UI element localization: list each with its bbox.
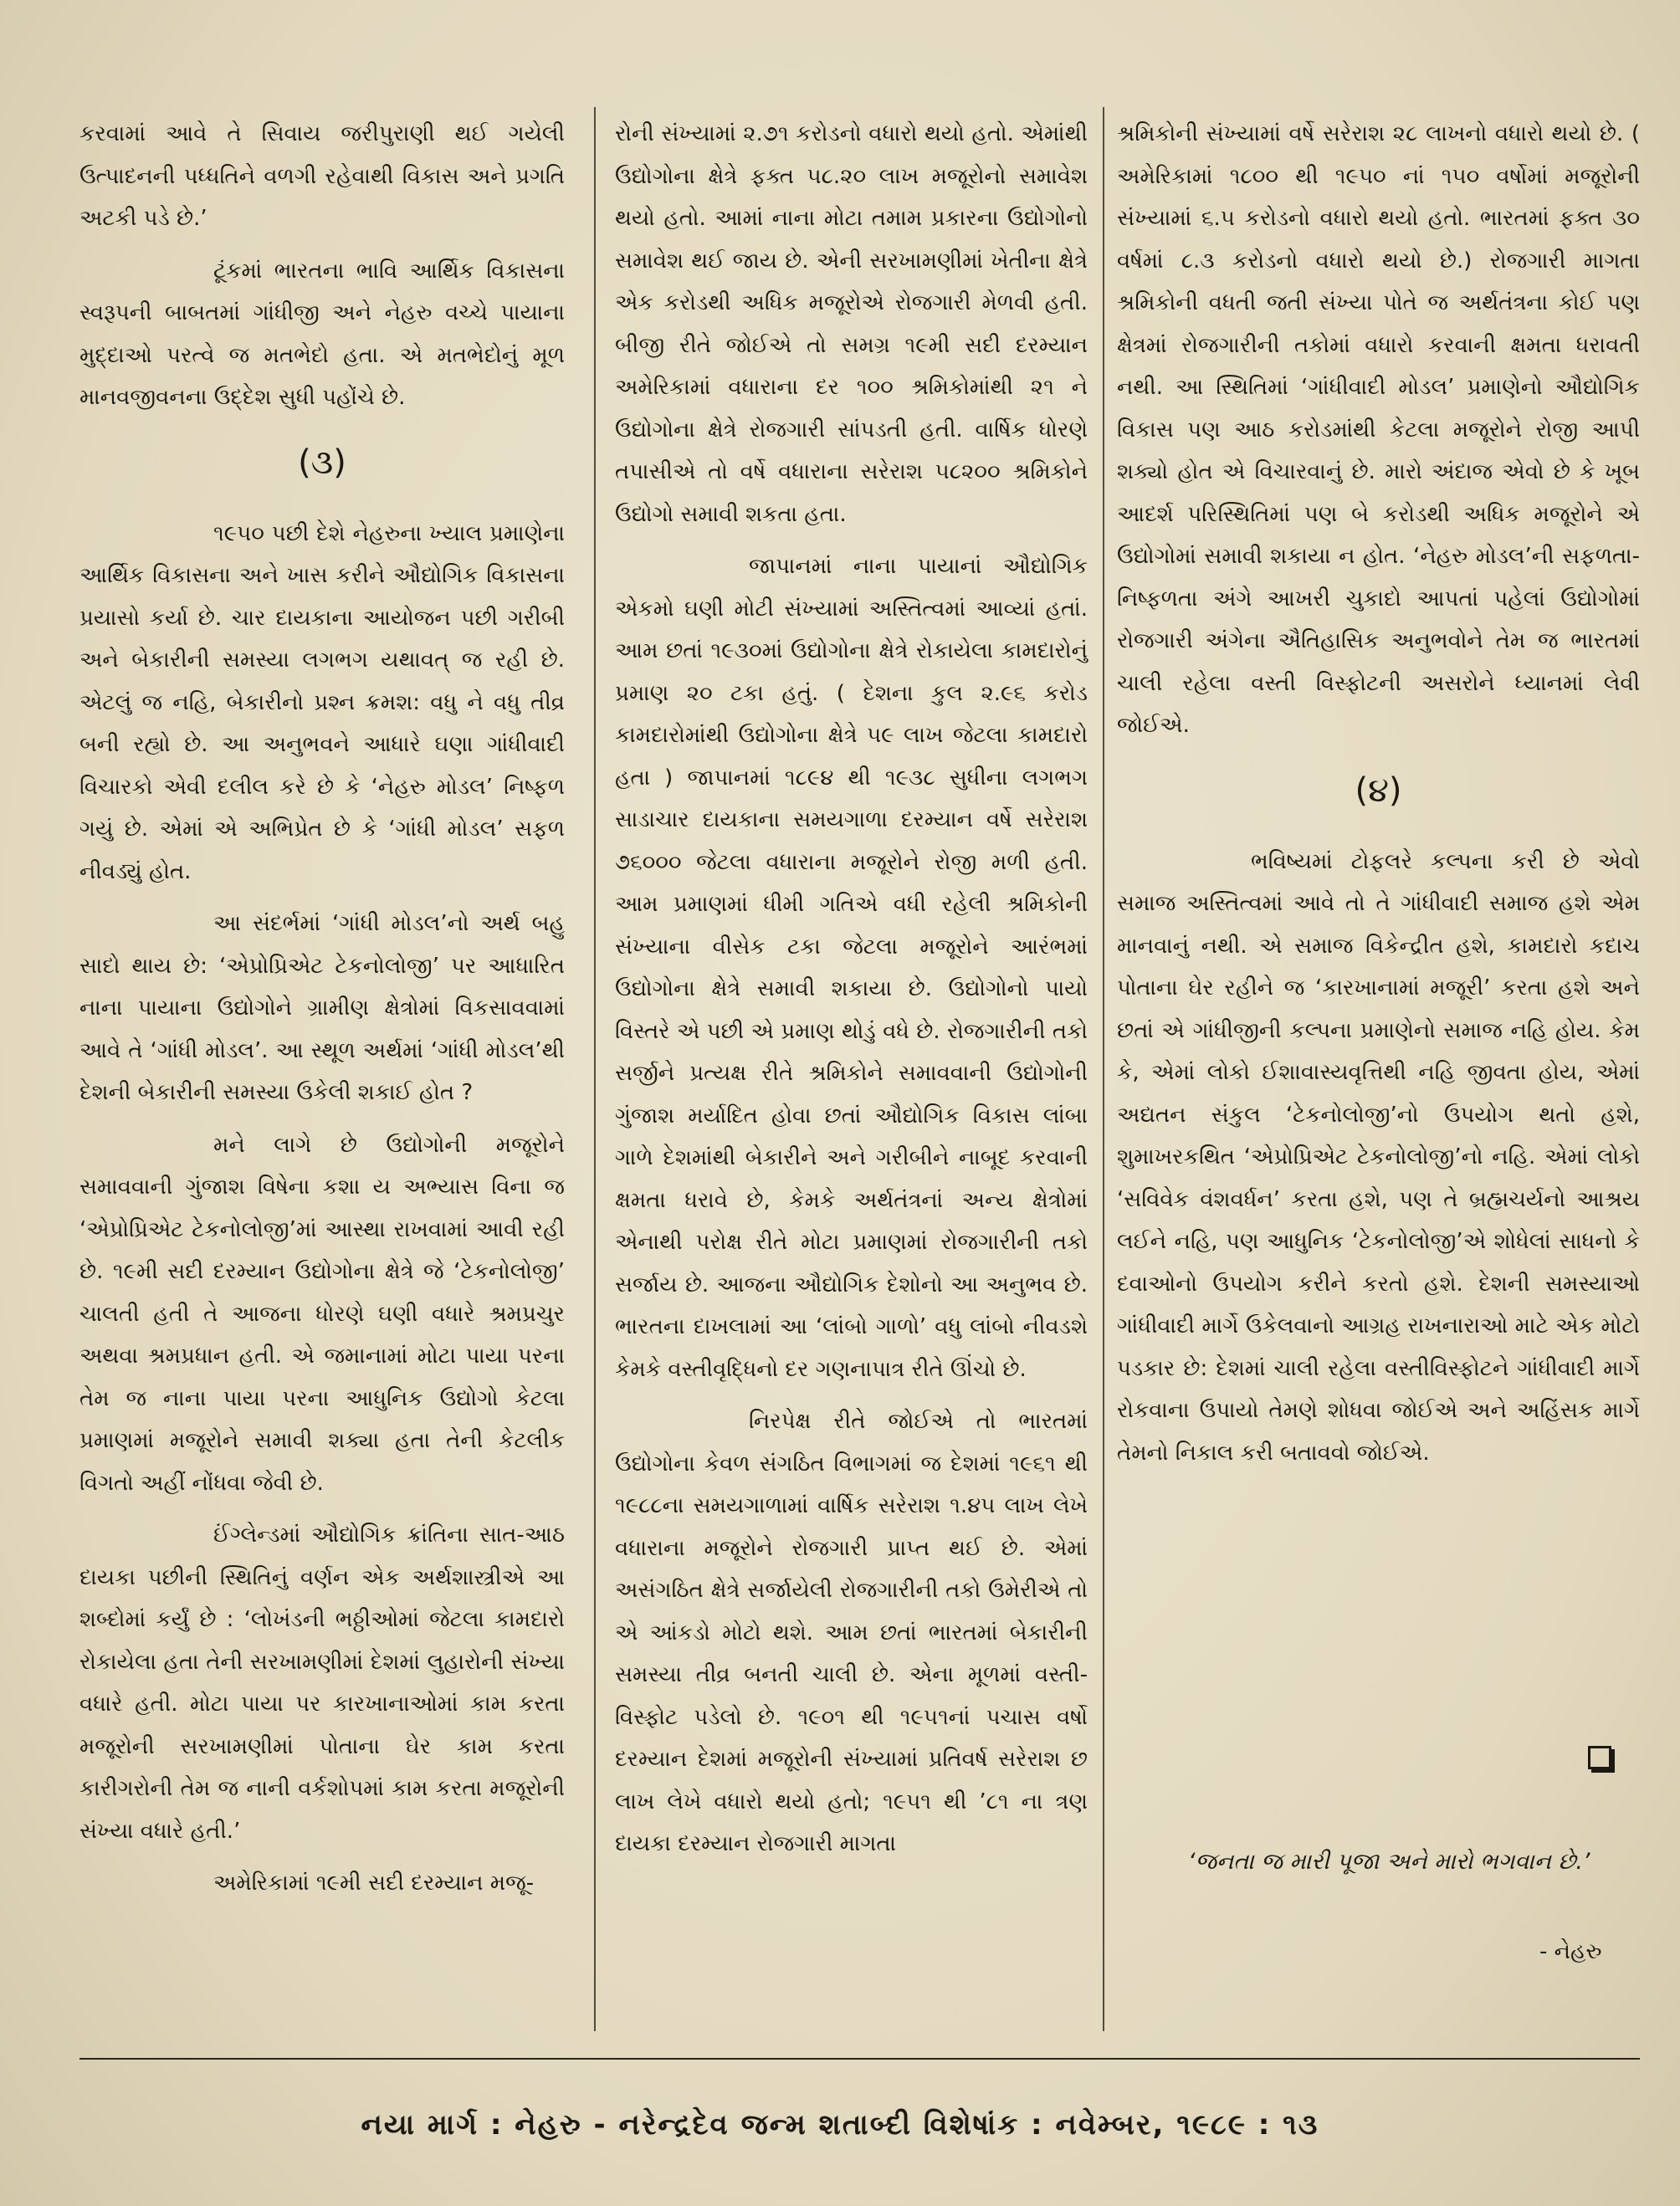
- nehru-quote: ‘જનતા જ મારી પૂજા અને મારો ભગવાન છે.’: [1188, 1849, 1590, 1875]
- paragraph: કરવામાં આવે તે સિવાય જરીપુરાણી થઈ ગયેલી ઉત્પાદનની પધ્ધતિને વળગી રહેવાથી વિકાસ અને પ્રગતિ અટકી પડે છે.’: [79, 121, 565, 231]
- footer-rule: [79, 2058, 1640, 2060]
- column-divider: [594, 107, 596, 2031]
- section-heading: (૩): [298, 443, 346, 482]
- paragraph: અમેરિકામાં ૧૯મી સદી દરમ્યાન મજૂ-: [213, 1871, 535, 1896]
- page-footer: નયા માર્ગ : નેહરુ - નરેન્દ્રદેવ જન્મ શતાબ્દી વિશેષાંક : નવેમ્બર, ૧૯૮૯ : ૧૩: [361, 2108, 1319, 2142]
- paragraph: ૧૯૫૦ પછી દેશે નેહરુના ખ્યાલ પ્રમાણેના આર્થિક વિકાસના અને ખાસ કરીને ઔદ્યોગિક વિકાસના પ્રયાસો કર્યા છે. ચાર દાયકાના આયોજન પછી ગરીબી અને બેકારીની સમસ્યા લગભગ યથાવત્ જ રહી છે. એટલું જ નહિ, બેકારીનો પ્રશ્ન ક્રમશ: વધુ ને વધુ તીવ્ર બની રહ્યો છે. આ અનુભવને આધારે ઘણા ગાંધીવાદી વિચારકો એવી દલીલ કરે છે કે ‘નેહરુ મોડલ’ નિષ્ફળ ગયું છે. એમાં એ અભિપ્રેત છે કે ‘ગાંધી મોડલ’ સફળ નીવડ્યું હોત.: [79, 520, 565, 884]
- paragraph: આ સંદર્ભમાં ‘ગાંધી મોડલ’નો અર્થ બહુ સાદો થાય છે: ‘એપ્રોપ્રિએટ ટેકનોલોજી’ પર આધારિત નાના પાયાના ઉદ્યોગોને ગ્રામીણ ક્ષેત્રોમાં વિકસાવવામાં આવે તે ‘ગાંધી મોડલ’. આ સ્થૂળ અર્થમાં ‘ગાંધી મોડલ’થી દેશની બેકારીની સમસ્યા ઉકેલી શકાઈ હોત ?: [79, 911, 565, 1105]
- end-of-article-mark: [1588, 1746, 1611, 1769]
- quote-attribution: - નેહરુ: [1539, 1939, 1602, 1964]
- paragraph: જાપાનમાં નાના પાયાનાં ઔદ્યોગિક એકમો ઘણી મોટી સંખ્યામાં અસ્તિત્વમાં આવ્યાં હતાં. આમ છતાં ૧૯૩૦માં ઉદ્યોગોના ક્ષેત્રે રોકાયેલા કામદારોનું પ્રમાણ ૨૦ ટકા હતું. ( દેશના કુલ ૨.૯૬ કરોડ કામદારોમાંથી ઉદ્યોગોના ક્ષેત્રે ૫૯ લાખ જેટલા કામદારો હતા ) જાપાનમાં ૧૮૯૪ થી ૧૯૩૮ સુધીના લગભગ સાડાચાર દાયકાના સમયગાળા દરમ્યાન વર્ષે સરેરાશ ૭૬૦૦૦ જેટલા વધારાના મજૂરોને રોજી મળી હતી. આમ પ્રમાણમાં ધીમી ગતિએ વધી રહેલી શ્રમિકોની સંખ્યાના વીસેક ટકા જેટલા મજૂરોને આરંભમાં ઉદ્યોગોના ક્ષેત્રે સમાવી શકાયા છે. ઉદ્યોગોનો પાયો વિસ્તરે એ પછી એ પ્રમાણ થોડું વધે છે. રોજગારીની તકો સર્જીને પ્રત્યક્ષ રીતે શ્રમિકોને સમાવવાની ઉદ્યોગોની ગુંજાશ મર્યાદિત હોવા છતાં ઔદ્યોગિક વિકાસ લાંબા ગાળે દેશમાંથી બેકારીને અને ગરીબીને નાબૂદ કરવાની ક્ષમતા ધરાવે છે, કેમકે અર્થતંત્રનાં અન્ય ક્ષેત્રોમાં એનાથી પરોક્ષ રીતે મોટા પ્રમાણમાં રોજગારીની તકો સર્જાય છે. આજના ઔદ્યોગિક દેશોનો આ અનુભવ છે. ભારતના દાખલામાં આ ‘લાંબો ગાળો’ વધુ લાંબો નીવડશે કેમકે વસ્તીવૃદ્ધિનો દર ગણનાપાત્ર રીતે ઊંચો છે.: [615, 554, 1088, 1382]
- paragraph: નિરપેક્ષ રીતે જોઈએ તો ભારતમાં ઉદ્યોગોના કેવળ સંગઠિત વિભાગમાં જ દેશમાં ૧૯૬૧ થી ૧૯૮૮ના સમયગાળામાં વાર્ષિક સરેરાશ ૧.૪૫ લાખ લેખે વધારાના મજૂરોને રોજગારી પ્રાપ્ત થઈ છે. એમાં અસંગઠિત ક્ષેત્રે સર્જાયેલી રોજગારીની તકો ઉમેરીએ તો એ આંકડો મોટો થશે. આમ છતાં ભારતમાં બેકારીની સમસ્યા તીવ્ર બનતી ચાલી છે. એના મૂળમાં વસ્તી-વિસ્ફોટ પડેલો છે. ૧૯૦૧ થી ૧૯૫૧નાં પચાસ વર્ષો દરમ્યાન દેશમાં મજૂરોની સંખ્યામાં પ્રતિવર્ષ સરેરાશ છ લાખ લેખે વધારો થયો હતો; ૧૯૫૧ થી ’૮૧ ના ત્રણ દાયકા દરમ્યાન રોજગારી માગતા: [615, 1409, 1088, 1856]
- text-column-right: [1117, 113, 1640, 1484]
- paragraph: રોની સંખ્યામાં ૨.૭૧ કરોડનો વધારો થયો હતો. એમાંથી ઉદ્યોગોના ક્ષેત્રે ફક્ત ૫૮.૨૦ લાખ મજૂરોનો સમાવેશ થયો હતો. આમાં નાના મોટા તમામ પ્રકારના ઉદ્યોગોનો સમાવેશ થઈ જાય છે. એની સરખામણીમાં ખેતીના ક્ષેત્રે એક કરોડથી અધિક મજૂરોએ રોજગારી મેળવી હતી. બીજી રીતે જોઈએ તો સમગ્ર ૧૯મી સદી દરમ્યાન અમેરિકામાં વધારાના દર ૧૦૦ શ્રમિકોમાંથી ૨૧ ને ઉદ્યોગોના ક્ષેત્રે રોજગારી સાંપડતી હતી. વાર્ષિક ધોરણે તપાસીએ તો વર્ષે વધારાના સરેરાશ ૫૮૨૦૦ શ્રમિકોને ઉદ્યોગો સમાવી શકતા હતા.: [615, 121, 1088, 527]
- paragraph: મને લાગે છે ઉદ્યોગોની મજૂરોને સમાવવાની ગુંજાશ વિષેના કશા ય અભ્યાસ વિના જ ‘એપ્રોપ્રિએટ ટેકનોલોજી’માં આસ્થા રાખવામાં આવી રહી છે. ૧૯મી સદી દરમ્યાન ઉદ્યોગોના ક્ષેત્રે જે ‘ટેકનોલોજી’ ચાલતી હતી તે આજના ધોરણે ઘણી વધારે શ્રમપ્રચુર અથવા શ્રમપ્રધાન હતી. એ જમાનામાં મોટા પાયા પરના તેમ જ નાના પાયા પરના આધુનિક ઉદ્યોગો કેટલા પ્રમાણમાં મજૂરોને સમાવી શક્યા હતા તેની કેટલીક વિગતો અહીં નોંધવા જેવી છે.: [79, 1132, 565, 1496]
- column-divider: [1103, 107, 1104, 2031]
- paragraph: ઈંગ્લેન્ડમાં ઔદ્યોગિક ક્રાંતિના સાત-આઠ દાયકા પછીની સ્થિતિનું વર્ણન એક અર્થશાસ્ત્રીએ આ શબ્દોમાં કર્યું છે : ‘લોખંડની ભઠ્ઠીઓમાં જેટલા કામદારો રોકાયેલા હતા તેની સરખામણીમાં દેશમાં લુહારોની સંખ્યા વધારે હતી. મોટા પાયા પર કારખાનાઓમાં કામ કરતા મજૂરોની સરખામણીમાં પોતાના ઘેર કામ કરતા કારીગરોની તેમ જ નાની વર્કશોપમાં કામ કરતા મજૂરોની સંખ્યા વધારે હતી.’: [79, 1523, 565, 1844]
- text-column-left: [79, 113, 565, 1915]
- paragraph: ભવિષ્યમાં ટોફલરે કલ્પના કરી છે એવો સમાજ અસ્તિત્વમાં આવે તો તે ગાંધીવાદી સમાજ હશે એમ માનવાનું નથી. એ સમાજ વિકેન્દ્રીત હશે, કામદારો કદાચ પોતાના ઘેર રહીને જ ‘કારખાનામાં મજૂરી’ કરતા હશે અને છતાં એ ગાંધીજીની કલ્પના પ્રમાણેનો સમાજ નહિ હોય. કેમ કે, એમાં લોકો ઈશાવાસ્યવૃત્તિથી નહિ જીવતા હોય, એમાં અદ્યતન સંકુલ ‘ટેકનોલોજી’નો ઉપયોગ થતો હશે, શુમાખરકથિત ‘એપ્રોપ્રિએટ ટેકનોલોજી’નો નહિ. એમાં લોકો ‘સવિવેક વંશવર્ધન’ કરતા હશે, પણ તે બ્રહ્મચર્યનો આશ્રય લઈને નહિ, પણ આધુનિક ‘ટેકનોલોજી’એ શોધેલાં સાધનો કે દવાઓનો ઉપયોગ કરીને કરતો હશે. દેશની સમસ્યાઓ ગાંધીવાદી માર્ગે ઉકેલવાનો આગ્રહ રાખનારાઓ માટે એક મોટો પડકાર છે: દેશમાં ચાલી રહેલા વસ્તીવિસ્ફોટને ગાંધીવાદી માર્ગે રોકવાના ઉપાયો તેમણે શોધવા જોઈએ અને અહિંસક માર્ગે તેમનો નિકાલ કરી બતાવવો જોઈએ.: [1117, 848, 1640, 1466]
- text-column-middle: [615, 113, 1088, 1876]
- paragraph: શ્રમિકોની સંખ્યામાં વર્ષે સરેરાશ ૨૮ લાખનો વધારો થયો છે. ( અમેરિકામાં ૧૮૦૦ થી ૧૯૫૦ નાં ૧૫૦ વર્ષોમાં મજૂરોની સંખ્યામાં ૬.૫ કરોડનો વધારો થયો હતો. ભારતમાં ફક્ત ૩૦ વર્ષમાં ૮.૩ કરોડનો વધારો થયો છે.) રોજગારી માગતા શ્રમિકોની વધતી જતી સંખ્યા પોતે જ અર્થતંત્રના કોઈ પણ ક્ષેત્રમાં રોજગારીની તકોમાં વધારો કરવાની ક્ષમતા ધરાવતી નથી. આ સ્થિતિમાં ‘ગાંધીવાદી મોડલ’ પ્રમાણેનો ઔદ્યોગિક વિકાસ પણ આઠ કરોડમાંથી કેટલા મજૂરોને રોજી આપી શક્યો હોત એ વિચારવાનું છે. મારો અંદાજ એવો છે કે ખૂબ આદર્શ પરિસ્થિતિમાં પણ બે કરોડથી અધિક મજૂરોને એ ઉદ્યોગોમાં સમાવી શકાયા ન હોત. ‘નેહરુ મોડલ’ની સફળતા-નિષ્ફળતા અંગે આખરી ચુકાદો આપતાં પહેલાં ઉદ્યોગોમાં રોજગારી અંગેના ઐતિહાસિક અનુભવોને તેમ જ ભારતમાં ચાલી રહેલા વસ્તી વિસ્ફોટની અસરોને ધ્યાનમાં લેવી જોઈએ.: [1117, 121, 1640, 738]
- paragraph: ટૂંકમાં ભારતના ભાવિ આર્થિક વિકાસના સ્વરૂપની બાબતમાં ગાંધીજી અને નેહરુ વચ્ચે પાયાના મુદ્દાઓ પરત્વે જ મતભેદો હતા. એ મતભેદોનું મૂળ માનવજીવનના ઉદ્દેશ સુધી પહોંચે છે.: [79, 258, 565, 410]
- section-heading: (૪): [1355, 770, 1402, 810]
